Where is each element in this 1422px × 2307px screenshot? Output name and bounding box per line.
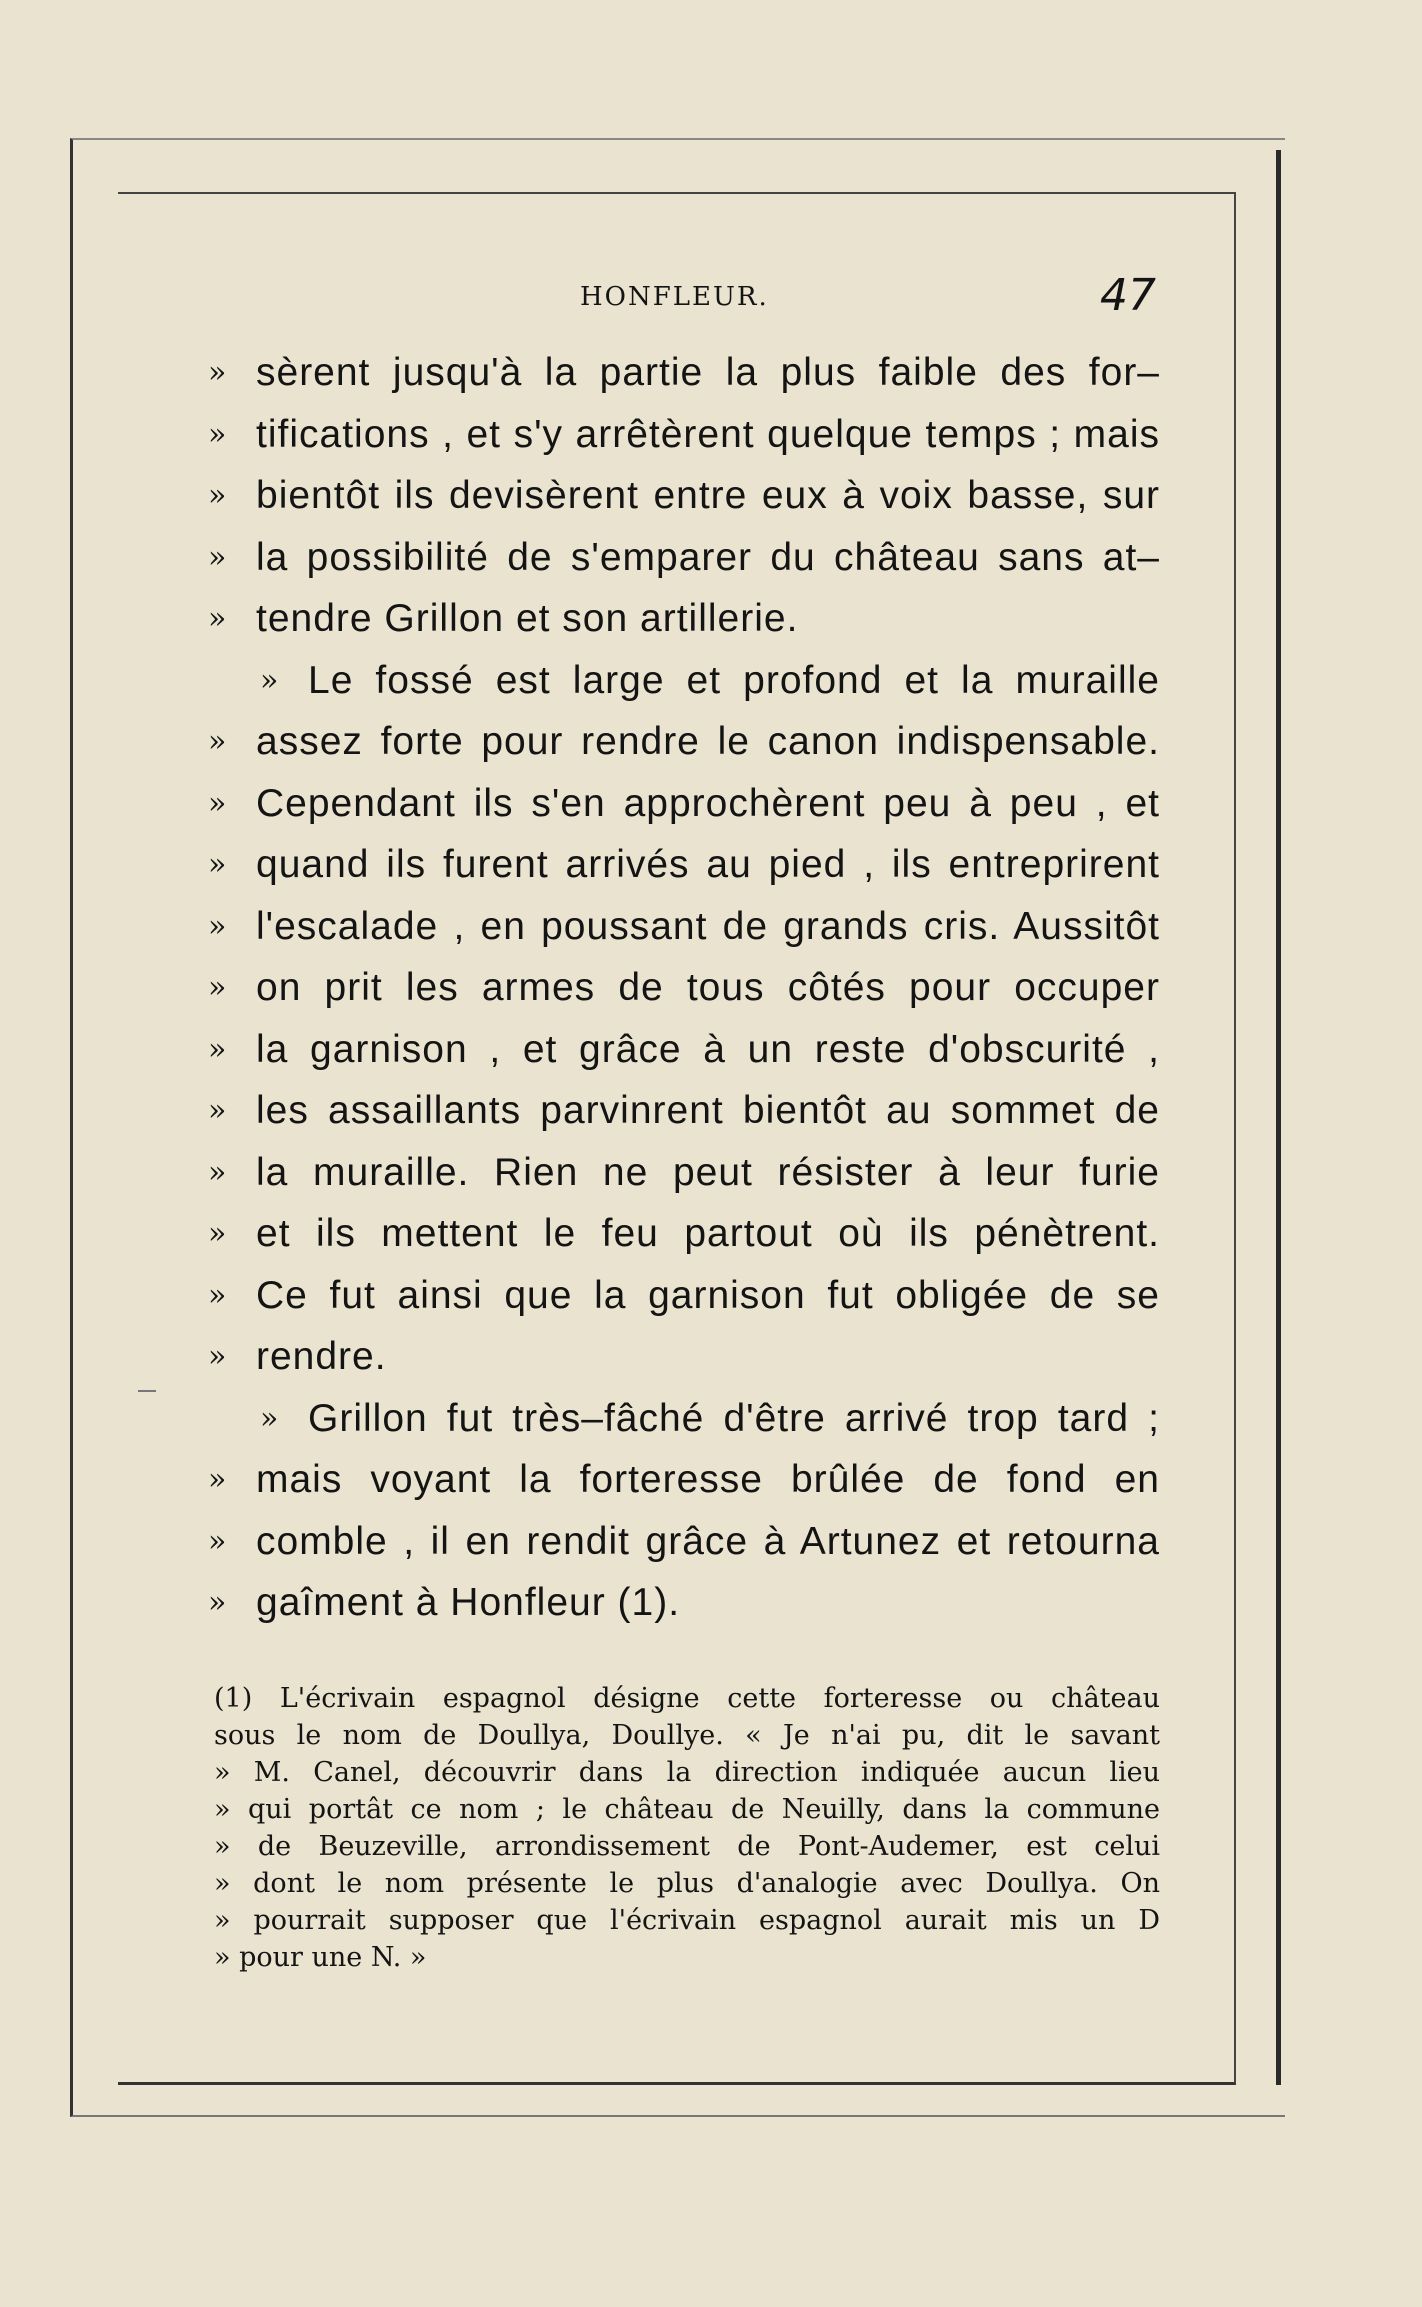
footnote-line: » de Beuzeville, arrondissement de Pont-Audemer, est celui <box>214 1831 1160 1862</box>
footnote-line: » qui portât ce nom ; le château de Neuilly, dans la commune <box>214 1794 1160 1825</box>
quote-mark: » <box>208 601 228 636</box>
quote-mark: » <box>260 662 280 698</box>
quote-mark: » <box>208 847 228 882</box>
quote-mark: » <box>208 1339 228 1374</box>
footnote-line: sous le nom de Doullya, Doullye. « Je n'ai pu, dit le savant <box>214 1720 1160 1751</box>
quote-mark: » <box>208 478 228 513</box>
quote-mark: » <box>208 1523 228 1559</box>
quote-mark: » <box>208 1154 228 1190</box>
quote-mark: » <box>208 1216 228 1251</box>
page-number: 47 <box>1100 270 1156 321</box>
text-line: » mais voyant la forteresse brûlée de fond en <box>180 1449 1160 1511</box>
footnote-line: » M. Canel, découvrir dans la direction indiquée aucun lieu <box>214 1757 1160 1788</box>
text-line: » sèrent jusqu'à la partie la plus faible des for– <box>180 342 1160 404</box>
text-line: » bientôt ils devisèrent entre eux à voix basse, sur <box>180 465 1160 527</box>
text-line: » tendre Grillon et son artillerie. <box>180 588 1160 650</box>
text-line: » les assaillants parvinrent bientôt au sommet de <box>180 1080 1160 1142</box>
text-line: » quand ils furent arrivés au pied , ils entreprirent <box>180 834 1160 896</box>
footnote-line: (1) L'écrivain espagnol désigne cette forteresse ou château <box>214 1683 1160 1714</box>
text-line: » la possibilité de s'emparer du château sans at– <box>180 527 1160 589</box>
quote-mark: » <box>260 1400 280 1436</box>
quote-mark: » <box>208 1031 228 1067</box>
quote-mark: » <box>208 416 228 452</box>
quote-mark: » <box>208 785 228 821</box>
text-line: » et ils mettent le feu partout où ils pénètrent. <box>180 1203 1160 1265</box>
text-line-paragraph-start: » Grillon fut très–fâché d'être arrivé trop tard ; <box>180 1388 1160 1450</box>
footnote-line: » pour une N. » <box>214 1942 427 1973</box>
quote-mark: » <box>208 970 228 1005</box>
quote-mark: » <box>208 1093 228 1128</box>
outer-border-right-rule <box>1276 150 1281 2085</box>
text-line-paragraph-start: » Le fossé est large et profond et la muraille <box>180 650 1160 712</box>
footnote-block <box>214 1680 1160 1976</box>
running-head: HONFLEUR. <box>580 282 769 312</box>
quote-mark: » <box>208 1462 228 1497</box>
footnote-line: » dont le nom présente le plus d'analogie avec Doullya. On <box>214 1868 1160 1899</box>
text-line: » la garnison , et grâce à un reste d'obscurité , <box>180 1019 1160 1081</box>
text-line: » l'escalade , en poussant de grands cris. Aussitôt <box>180 896 1160 958</box>
page-header <box>160 270 1160 328</box>
text-line: » la muraille. Rien ne peut résister à leur furie <box>180 1142 1160 1204</box>
quote-mark: » <box>208 1277 228 1313</box>
quote-mark: » <box>208 724 228 759</box>
text-line: » comble , il en rendit grâce à Artunez et retourna <box>180 1511 1160 1573</box>
text-line: » gaîment à Honfleur (1). <box>180 1572 1160 1634</box>
text-line: » rendre. <box>180 1326 1160 1388</box>
text-line: » on prit les armes de tous côtés pour occuper <box>180 957 1160 1019</box>
quote-mark: » <box>208 1585 228 1620</box>
quote-mark: » <box>208 908 228 944</box>
margin-tick-mark <box>138 1390 156 1392</box>
text-line: » assez forte pour rendre le canon indispensable. <box>180 711 1160 773</box>
text-line: » Ce fut ainsi que la garnison fut obligée de se <box>180 1265 1160 1327</box>
quote-mark: » <box>208 355 228 390</box>
footnote-line: » pourrait supposer que l'écrivain espagnol aurait mis un D <box>214 1905 1160 1936</box>
text-line: » Cependant ils s'en approchèrent peu à peu , et <box>180 773 1160 835</box>
text-line: » tifications , et s'y arrêtèrent quelque temps ; mais <box>180 404 1160 466</box>
main-text-block <box>180 342 1180 1634</box>
quote-mark: » <box>208 539 228 575</box>
